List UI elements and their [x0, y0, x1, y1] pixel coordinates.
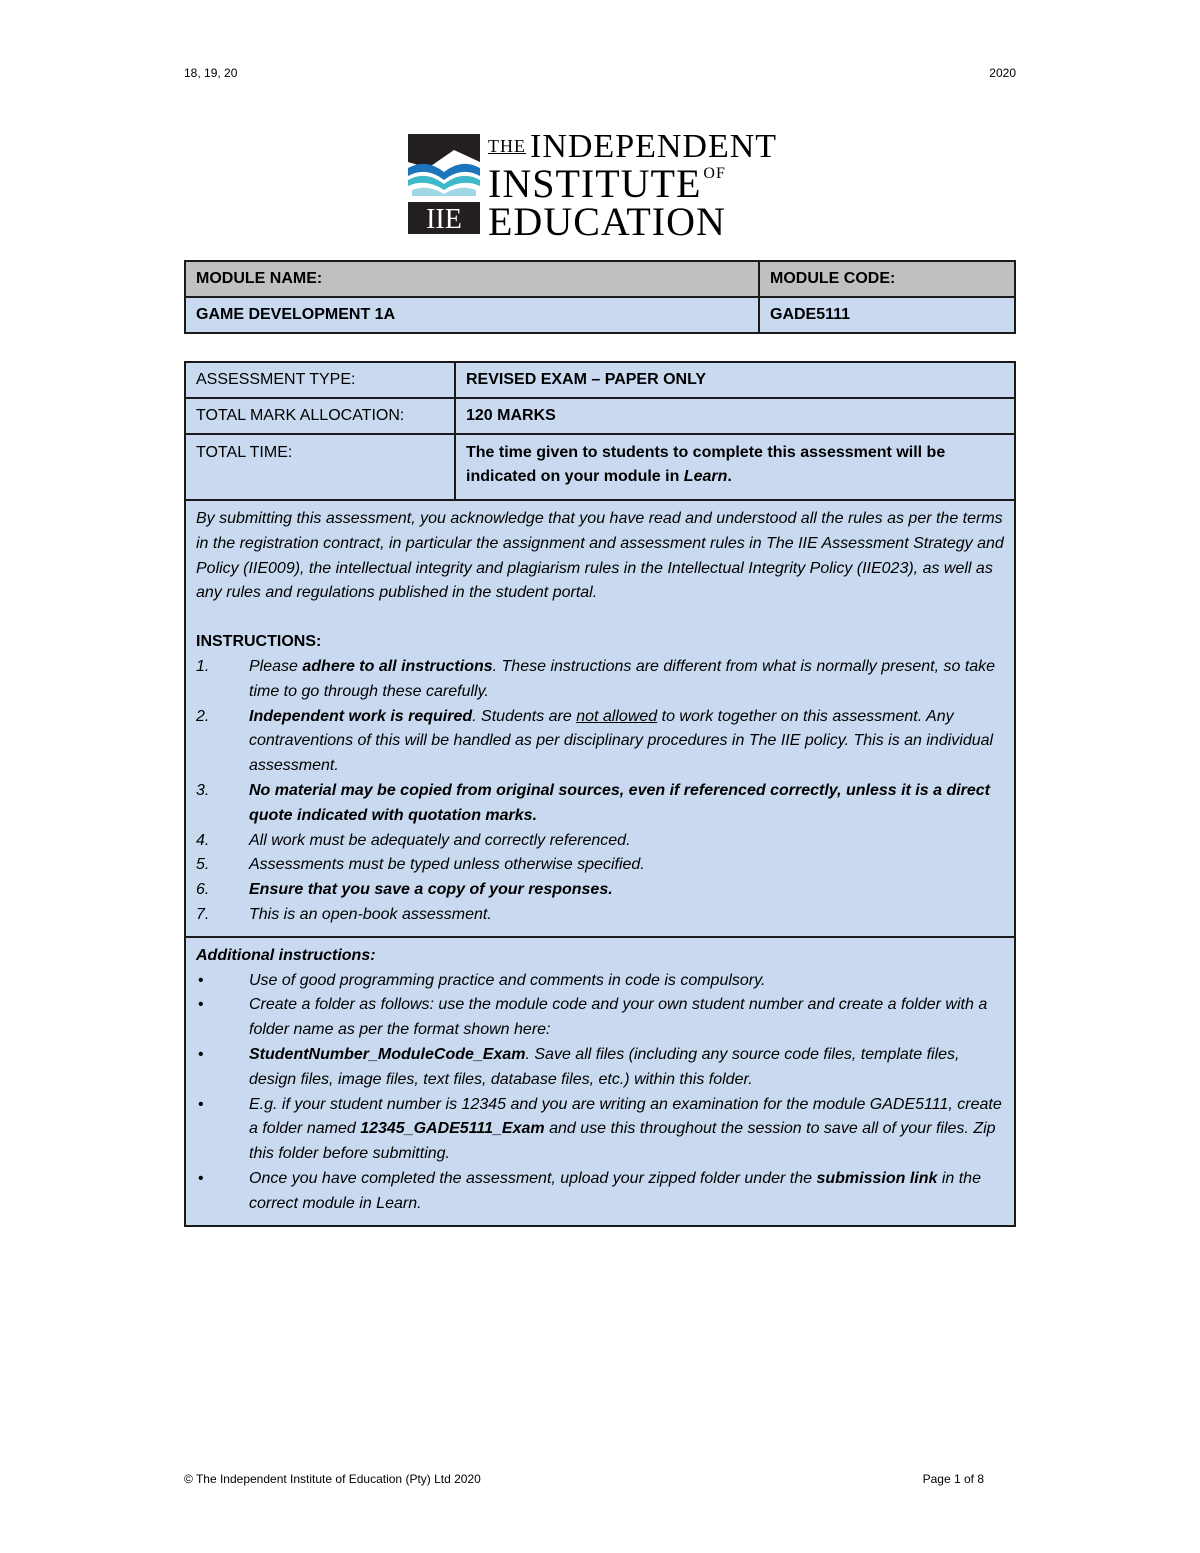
logo-education: EDUCATION	[488, 199, 726, 244]
list-item: • Once you have completed the assessment, upload your zipped folder under the submission link in the correct module in Learn.	[196, 1167, 1004, 1217]
module-table	[184, 260, 1016, 334]
module-name-label: MODULE NAME:	[185, 261, 759, 297]
logo-of: OF	[703, 165, 726, 182]
list-item: • Create a folder as follows: use the module code and your own student number and create a folder with a folder name as per the format shown here:	[196, 993, 1004, 1043]
declaration-instructions-cell	[185, 500, 1015, 937]
module-code: GADE5111	[759, 297, 1015, 333]
list-item: 6. Ensure that you save a copy of your responses.	[196, 881, 613, 899]
bullet-icon: •	[198, 971, 204, 989]
list-item: 7. This is an open-book assessment.	[196, 905, 492, 923]
instructions-title: INSTRUCTIONS:	[196, 633, 322, 651]
iie-book-icon	[408, 128, 480, 234]
instructions-list	[196, 655, 1004, 928]
list-item: 4. All work must be adequately and correctly referenced.	[196, 831, 631, 849]
list-item: 3. No material may be copied from original sources, even if referenced correctly, unless it is a direct quote indicated with quotation marks.	[196, 781, 991, 824]
header-left: 18, 19, 20	[184, 66, 238, 80]
bullet-icon: •	[198, 1045, 204, 1063]
bullet-icon: •	[198, 1095, 204, 1113]
bullet-icon: •	[198, 1169, 204, 1187]
learn-word: Learn	[683, 468, 728, 485]
list-item: • E.g. if your student number is 12345 and you are writing an examination for the module GADE5111, create a folder named 12345_GADE5111_Exam and use this throughout the session to save all of your files. Zip this folder before submitting.	[196, 1093, 1004, 1167]
logo-independent: INDEPENDENT	[530, 128, 778, 165]
additional-instructions-title: Additional instructions:	[196, 946, 376, 964]
footer-copyright: © The Independent Institute of Education (Pty) Ltd 2020	[184, 1472, 481, 1486]
module-code-label: MODULE CODE:	[759, 261, 1015, 297]
assessment-type-label: ASSESSMENT TYPE:	[185, 362, 455, 398]
total-time-label: TOTAL TIME:	[185, 434, 455, 500]
additional-instructions-list	[196, 969, 1004, 1217]
logo-institute: INSTITUTE	[488, 161, 702, 206]
footer-page-number: Page 1 of 8	[922, 1472, 984, 1486]
list-item: 2. Independent work is required. Students are not allowed to work together on this assessment. Any contraventions of this will be handled as per disciplinary procedures in The IIE policy. This is an individual assessment.	[196, 707, 994, 775]
total-marks-label: TOTAL MARK ALLOCATION:	[185, 398, 455, 434]
module-name: GAME DEVELOPMENT 1A	[185, 297, 759, 333]
header-right: 2020	[989, 66, 1016, 80]
total-time: The time given to students to complete this assessment will be indicated on your module in Learn.	[455, 434, 1015, 500]
list-item: • Use of good programming practice and comments in code is compulsory.	[196, 969, 1004, 994]
additional-instructions-cell	[185, 937, 1015, 1226]
assessment-type: REVISED EXAM – PAPER ONLY	[455, 362, 1015, 398]
bullet-icon: •	[198, 996, 204, 1014]
iie-abbr: IIE	[426, 204, 462, 234]
list-item: • StudentNumber_ModuleCode_Exam. Save all files (including any source code files, template files, design files, image files, text files, database files, etc.) within this folder.	[196, 1043, 1004, 1093]
iie-logo	[408, 128, 788, 244]
total-marks: 120 MARKS	[455, 398, 1015, 434]
list-item: 1. Please adhere to all instructions. These instructions are different from what is normally present, so take time to go through these carefully.	[196, 657, 996, 700]
logo-the: THE	[488, 136, 526, 156]
assessment-table	[184, 361, 1016, 1227]
list-item: 5. Assessments must be typed unless otherwise specified.	[196, 856, 645, 874]
declaration-text: By submitting this assessment, you acknowledge that you have read and understood all the rules as per the terms in the registration contract, in particular the assignment and assessment rules in The IIE Assessment Strategy and Policy (IIE009), the intellectual integrity and plagiarism rules in the Intellectual Integrity Policy (IIE023), as well as any rules and regulations published in the student portal.	[196, 510, 1004, 602]
